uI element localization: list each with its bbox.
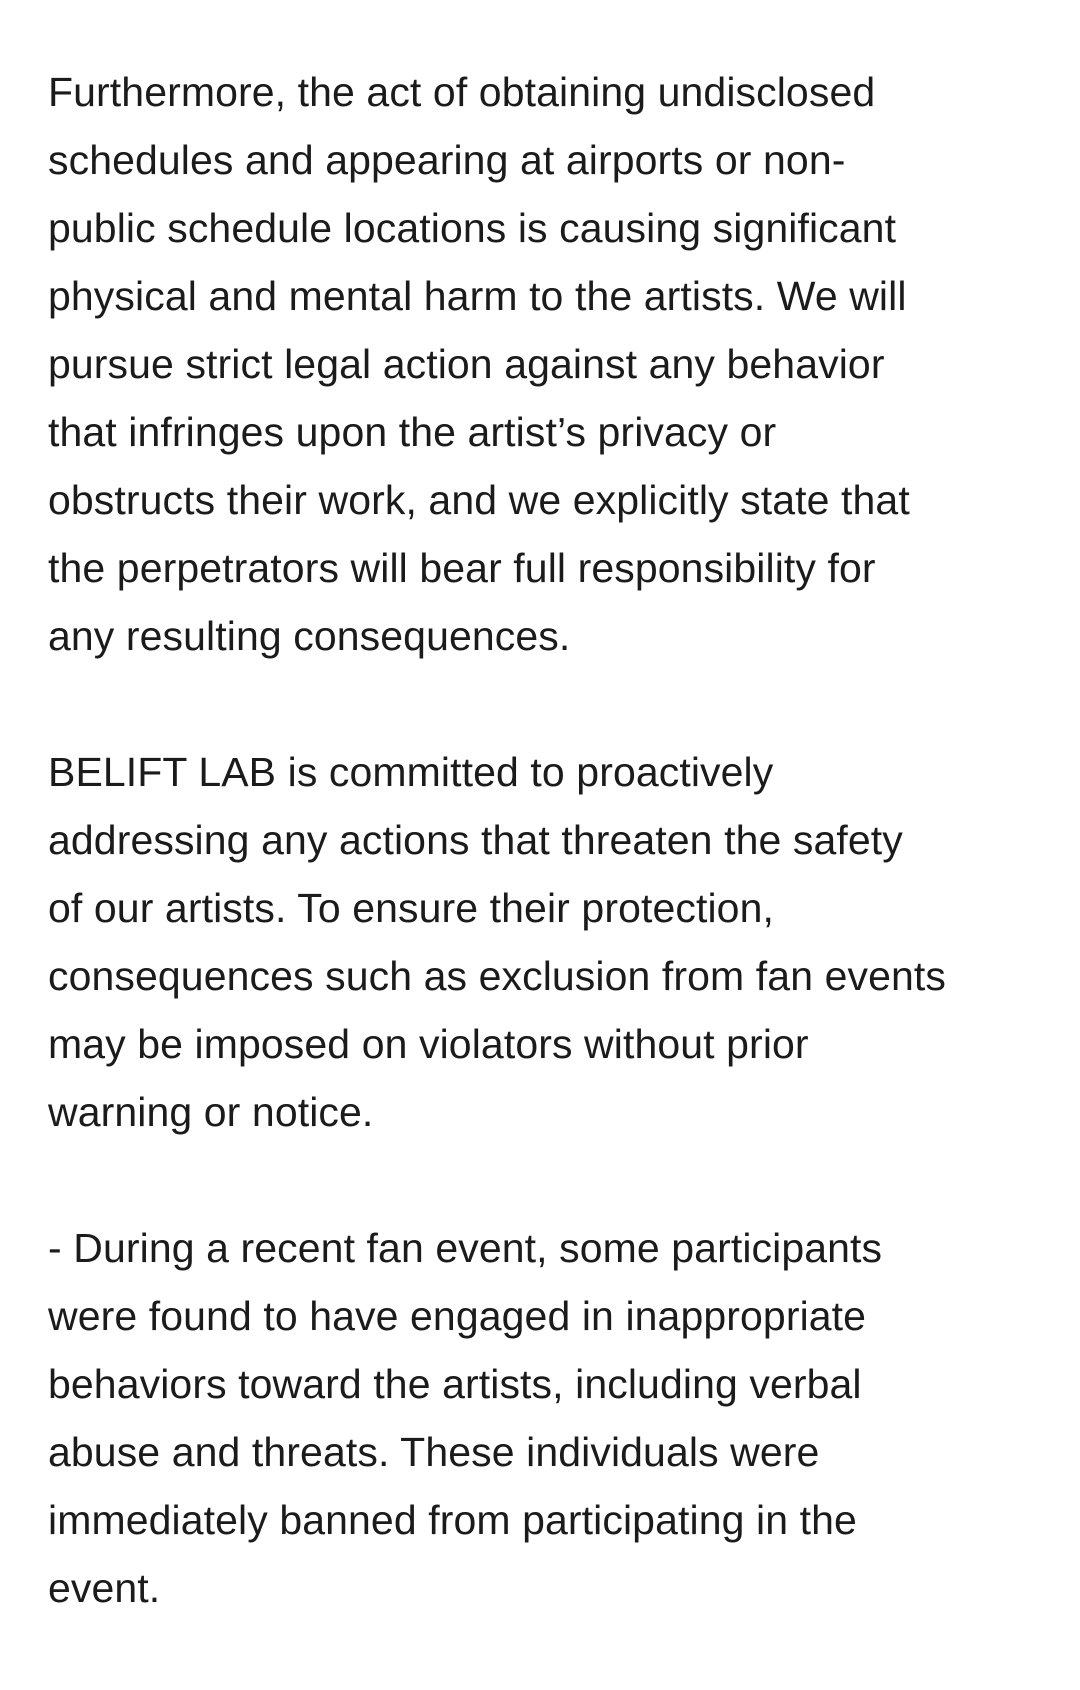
text-line: may be imposed on violators without prior [48,1021,809,1067]
text-line: behaviors toward the artists, including verbal [48,1361,862,1407]
text-line: the perpetrators will bear full responsibility for [48,545,876,591]
text-line: warning or notice. [48,1089,374,1135]
paragraph-legal-action [48,58,1048,670]
text-line: - During a recent fan event, some participants [48,1225,883,1271]
text-line: were found to have engaged in inappropriate [48,1293,867,1339]
text-line: schedules and appearing at airports or non- [48,137,846,183]
document-body [48,58,1048,1690]
text-line: pursue strict legal action against any behavior [48,341,885,387]
text-line: physical and mental harm to the artists. We will [48,273,907,319]
text-line: immediately banned from participating in the [48,1497,857,1543]
paragraph-fan-event-incident [48,1214,1048,1622]
text-line: abuse and threats. These individuals were [48,1429,820,1475]
text-line: consequences such as exclusion from fan events [48,953,946,999]
text-line: obstructs their work, and we explicitly state that [48,477,910,523]
text-line: any resulting consequences. [48,613,571,659]
paragraph-artist-safety [48,738,1048,1146]
text-line: that infringes upon the artist’s privacy or [48,409,777,455]
text-line: public schedule locations is causing significant [48,205,897,251]
text-line: event. [48,1565,161,1611]
text-line: Furthermore, the act of obtaining undisclosed [48,69,876,115]
text-line: BELIFT LAB is committed to proactively [48,749,774,795]
text-line: addressing any actions that threaten the safety [48,817,903,863]
text-line: of our artists. To ensure their protection, [48,885,774,931]
